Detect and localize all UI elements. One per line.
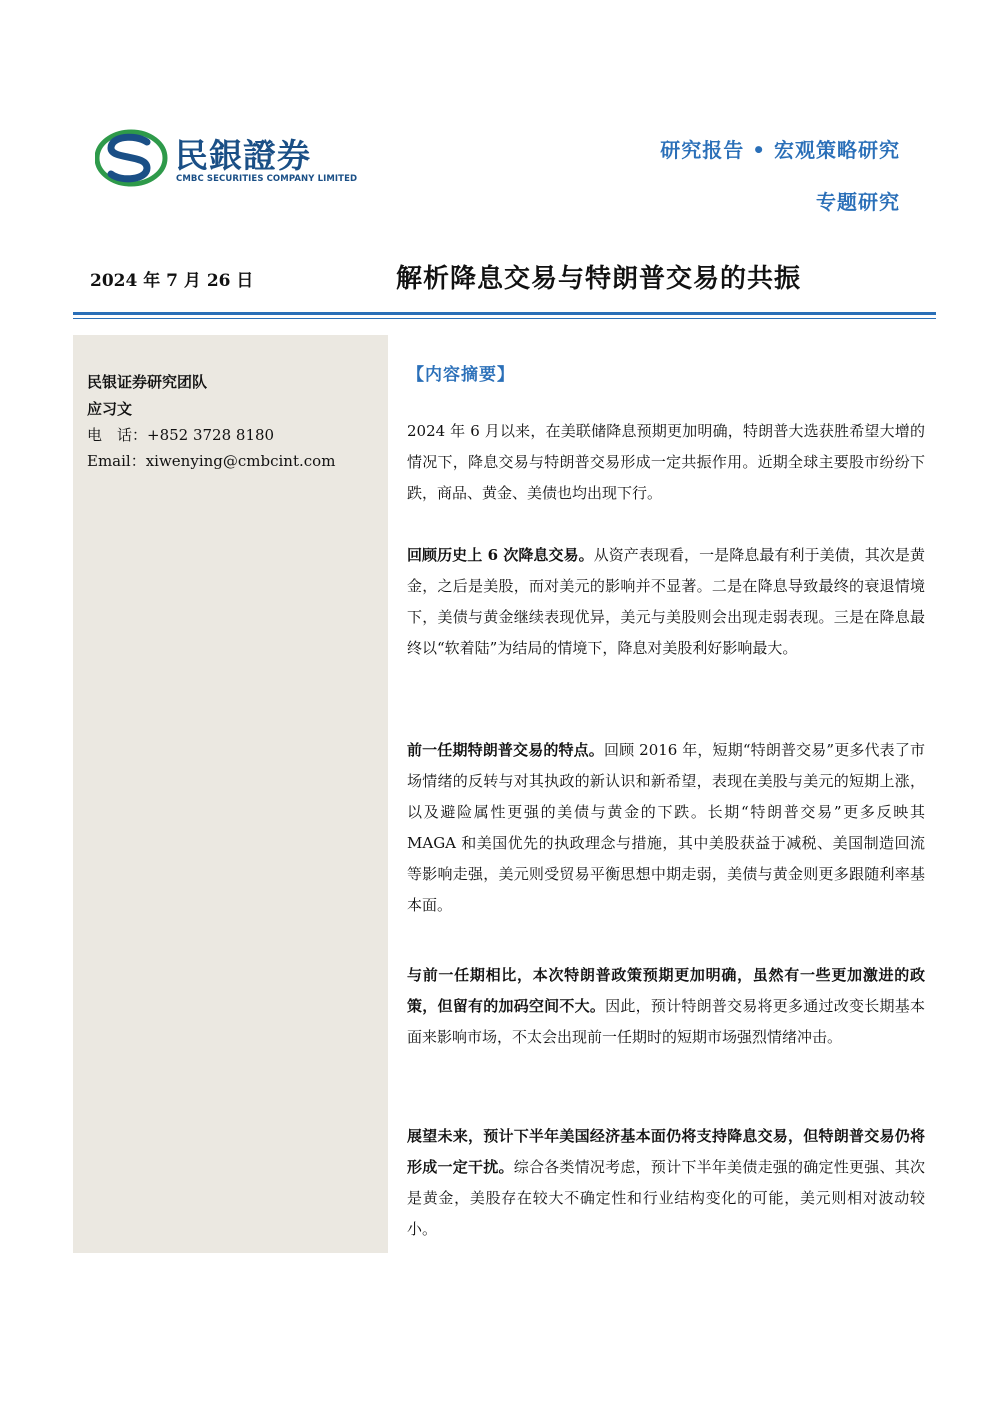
paragraph-body: 综合各类情况考虑，预计下半年美债走强的确定性更强、其次是黄金，美股存在较大不确定性和行业结构变化的可能，美元则相对波动较小。 [407,1158,925,1238]
abstract-paragraph [407,540,925,664]
report-subcategory: 专题研究 [816,190,900,214]
report-date: 2024 年 7 月 26 日 [90,271,254,291]
paragraph-lead: 回顾历史上 6 次降息交易。 [407,546,594,564]
research-team: 民银证券研究团队 [87,373,208,391]
report-title: 解析降息交易与特朗普交易的共振 [396,264,802,294]
abstract-heading: 【内容摘要】 [407,365,515,385]
abstract-paragraph [407,1121,925,1245]
analyst-phone: 电 话：+852 3728 8180 [87,426,275,444]
report-category: 研究报告 • 宏观策略研究 [660,138,900,162]
analyst-name: 应习文 [87,400,133,418]
paragraph-lead: 前一任期特朗普交易的特点。 [407,741,604,759]
paragraph-lead: 展望未来，预计下半年美国经济基本面仍将支持降息交易，但特朗普交易仍将形成一定干扰。 [407,1127,925,1176]
paragraph-body: 从资产表现看，一是降息最有利于美债，其次是黄金，之后是美股，而对美元的影响并不显著。二是在降息导致最终的衰退情境下，美债与黄金继续表现优异，美元与美股则会出现走弱表现。三是在降息最终以“软着陆”为结局的情境下，降息对美股利好影响最大。 [407,546,925,657]
company-name-cn: 民銀證券 [175,136,311,175]
paragraph-body: 回顾 2016 年，短期“特朗普交易”更多代表了市场情绪的反转与对其执政的新认识和新希望，表现在美股与美元的短期上涨，以及避险属性更强的美债与黄金的下跌。长期“特朗普交易”更多反映其 MAGA 和美国优先的执政理念与措施，其中美股获益于减税、美国制造回流等影响走强，美元则受贸易平衡思想中期走弱，美债与黄金则更多跟随利率基本面。 [407,741,925,914]
paragraph-body: 因此，预计特朗普交易将更多通过改变长期基本面来影响市场，不太会出现前一任期时的短期市场强烈情绪冲击。 [407,997,925,1046]
paragraph-lead: 与前一任期相比，本次特朗普政策预期更加明确，虽然有一些更加激进的政策，但留有的加码空间不大。 [407,966,925,1015]
company-name-en: CMBC SECURITIES COMPANY LIMITED [176,174,358,184]
abstract-paragraph [407,960,925,1053]
abstract-paragraph [407,416,925,509]
abstract-paragraph [407,735,925,921]
analyst-email: Email：xiwenying@cmbcint.com [87,452,336,470]
paragraph-body: 2024 年 6 月以来，在美联储降息预期更加明确，特朗普大选获胜希望大增的情况下，降息交易与特朗普交易形成一定共振作用。近期全球主要股市纷纷下跌，商品、黄金、美债也均出现下行。 [407,422,925,502]
author-sidebar [73,335,388,1253]
header-divider [73,312,936,315]
header-divider-thin [73,318,936,319]
